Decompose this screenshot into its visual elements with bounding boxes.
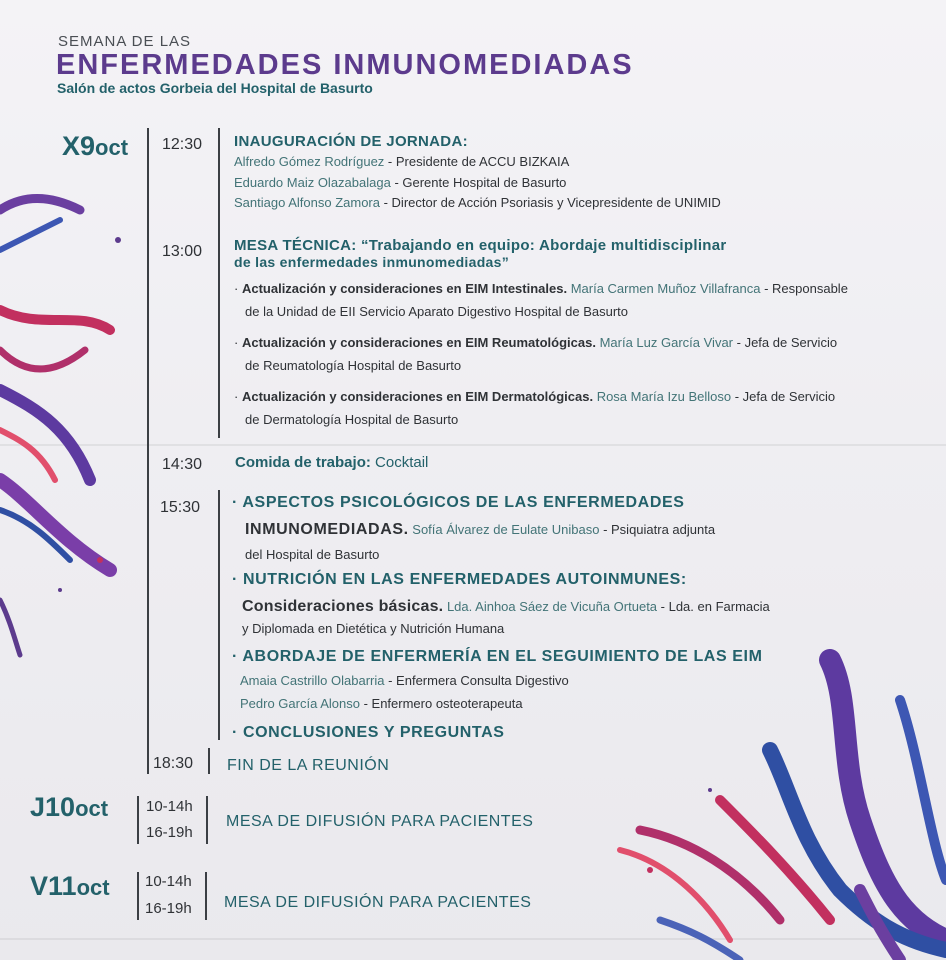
header-subtitle: SEMANA DE LAS — [58, 33, 192, 50]
list-item-cont: de Reumatología Hospital de Basurto — [245, 358, 462, 373]
venue: Salón de actos Gorbeia del Hospital de Basurto — [57, 80, 373, 96]
day-x9 — [62, 131, 128, 162]
talk-speaker-row — [242, 598, 770, 616]
time-range: 10-14h — [146, 798, 193, 815]
day-j10 — [30, 792, 108, 823]
day-suffix: oct — [76, 875, 110, 900]
talk-title — [232, 724, 505, 742]
day-suffix: oct — [75, 796, 109, 821]
speaker-role: - Lda. en Farmacia — [657, 599, 770, 614]
speaker-name: María Carmen Muñoz Villafranca — [567, 281, 761, 296]
time-range: 16-19h — [146, 824, 193, 841]
divider-day3 — [205, 872, 207, 920]
decorative-swirl-left — [0, 180, 130, 660]
time-1430: 14:30 — [162, 456, 203, 473]
page-title: ENFERMEDADES INMUNOMEDIADAS — [56, 49, 634, 81]
speaker-name: Santiago Alfonso Zamora — [234, 195, 380, 210]
bullet: · — [232, 571, 238, 588]
timeline-day1 — [147, 128, 149, 774]
end-label: FIN DE LA REUNIÓN — [227, 757, 390, 774]
topic: Actualización y consideraciones en EIM Dermatológicas. — [241, 389, 594, 404]
bullet: · — [234, 389, 239, 404]
talk-title — [232, 571, 687, 589]
speaker-role: - Responsable — [760, 281, 848, 296]
decorative-swirl-right — [600, 640, 946, 960]
speaker-role: - Enfermera Consulta Digestivo — [384, 673, 569, 688]
list-item — [234, 389, 835, 404]
speaker-role: - Jefa de Servicio — [733, 335, 838, 350]
talk-title-text: NUTRICIÓN EN LAS ENFERMEDADES AUTOINMUNES: — [242, 571, 687, 588]
day-label: V11 — [30, 871, 77, 901]
divider-sessions — [218, 128, 220, 438]
speaker-name: Lda. Ainhoa Sáez de Vicuña Ortueta — [443, 599, 658, 614]
time-1230: 12:30 — [162, 136, 203, 153]
speaker-row — [234, 195, 721, 210]
talk-title — [232, 648, 763, 666]
speaker-name: Rosa María Izu Belloso — [593, 389, 732, 404]
time-range: 10-14h — [145, 873, 192, 890]
speaker-role: - Psiquiatra adjunta — [599, 522, 716, 537]
lunch-value: Cocktail — [370, 454, 429, 471]
talk-title-text: ASPECTOS PSICOLÓGICOS DE LAS ENFERMEDADES — [242, 494, 685, 511]
speaker-name: Pedro García Alonso — [240, 696, 360, 711]
event-label: MESA DE DIFUSIÓN PARA PACIENTES — [224, 894, 532, 911]
time-1300: 13:00 — [162, 243, 203, 260]
day-v11 — [30, 871, 110, 902]
talk-title-cont: INMUNOMEDIADAS. — [245, 521, 409, 538]
divider-sessions — [208, 748, 210, 774]
speaker-name: Sofía Álvarez de Eulate Unibaso — [408, 522, 600, 537]
topic: Actualización y consideraciones en EIM Reumatológicas. — [241, 335, 596, 350]
talk-title-text: ABORDAJE DE ENFERMERÍA EN EL SEGUIMIENTO DE LAS EIM — [242, 648, 763, 665]
divider-sessions — [218, 490, 220, 740]
speaker-row — [234, 154, 569, 169]
bullet: · — [232, 494, 238, 511]
speaker-role: - Presidente de ACCU BIZKAIA — [384, 154, 570, 169]
speaker-row — [240, 673, 569, 688]
bullet: · — [232, 648, 238, 665]
talk-speaker-row — [245, 521, 715, 539]
time-range: 16-19h — [145, 900, 192, 917]
speaker-name: Alfredo Gómez Rodríguez — [234, 154, 385, 169]
talk-title — [232, 494, 685, 512]
divider-day3 — [137, 872, 139, 920]
talk-title-cont: Consideraciones básicas. — [242, 598, 444, 615]
speaker-row — [240, 696, 523, 711]
topic: Actualización y consideraciones en EIM Intestinales. — [241, 281, 568, 296]
speaker-role: - Jefa de Servicio — [731, 389, 836, 404]
day-suffix: oct — [95, 135, 129, 160]
list-item-cont: de Dermatología Hospital de Basurto — [245, 412, 459, 427]
speaker-name: Amaia Castrillo Olabarria — [240, 673, 385, 688]
speaker-role: - Enfermero osteoterapeuta — [359, 696, 523, 711]
session-title: MESA TÉCNICA: “Trabajando en equipo: Abordaje multidisciplinar — [234, 237, 727, 254]
divider-day2 — [137, 796, 139, 844]
speaker-role: - Gerente Hospital de Basurto — [390, 175, 567, 190]
day-label: X9 — [62, 131, 96, 161]
list-item — [234, 281, 848, 296]
speaker-row — [234, 175, 566, 190]
day-label: J10 — [30, 792, 76, 822]
speaker-name: Eduardo Maiz Olazabalaga — [234, 175, 391, 190]
list-item — [234, 335, 837, 350]
divider-day2 — [206, 796, 208, 844]
event-label: MESA DE DIFUSIÓN PARA PACIENTES — [226, 813, 534, 830]
talk-speaker-cont: del Hospital de Basurto — [245, 547, 380, 562]
session-title: INAUGURACIÓN DE JORNADA: — [234, 133, 468, 150]
talk-title-text: CONCLUSIONES Y PREGUNTAS — [242, 724, 505, 741]
speaker-name: María Luz García Vivar — [595, 335, 734, 350]
paper-fold — [0, 444, 946, 446]
speaker-role: - Director de Acción Psoriasis y Vicepresidente de UNIMID — [379, 195, 721, 210]
list-item-cont: de la Unidad de EII Servicio Aparato Digestivo Hospital de Basurto — [245, 304, 628, 319]
time-1530: 15:30 — [160, 499, 201, 516]
talk-speaker-cont: y Diplomada en Dietética y Nutrición Humana — [242, 621, 505, 636]
bullet: · — [234, 281, 239, 296]
bullet: · — [234, 335, 239, 350]
bullet: · — [232, 724, 238, 741]
time-1830: 18:30 — [153, 755, 194, 772]
lunch-row — [235, 454, 428, 471]
lunch-label: Comida de trabajo: — [235, 454, 371, 471]
session-title-cont: de las enfermedades inmunomediadas” — [234, 254, 510, 270]
